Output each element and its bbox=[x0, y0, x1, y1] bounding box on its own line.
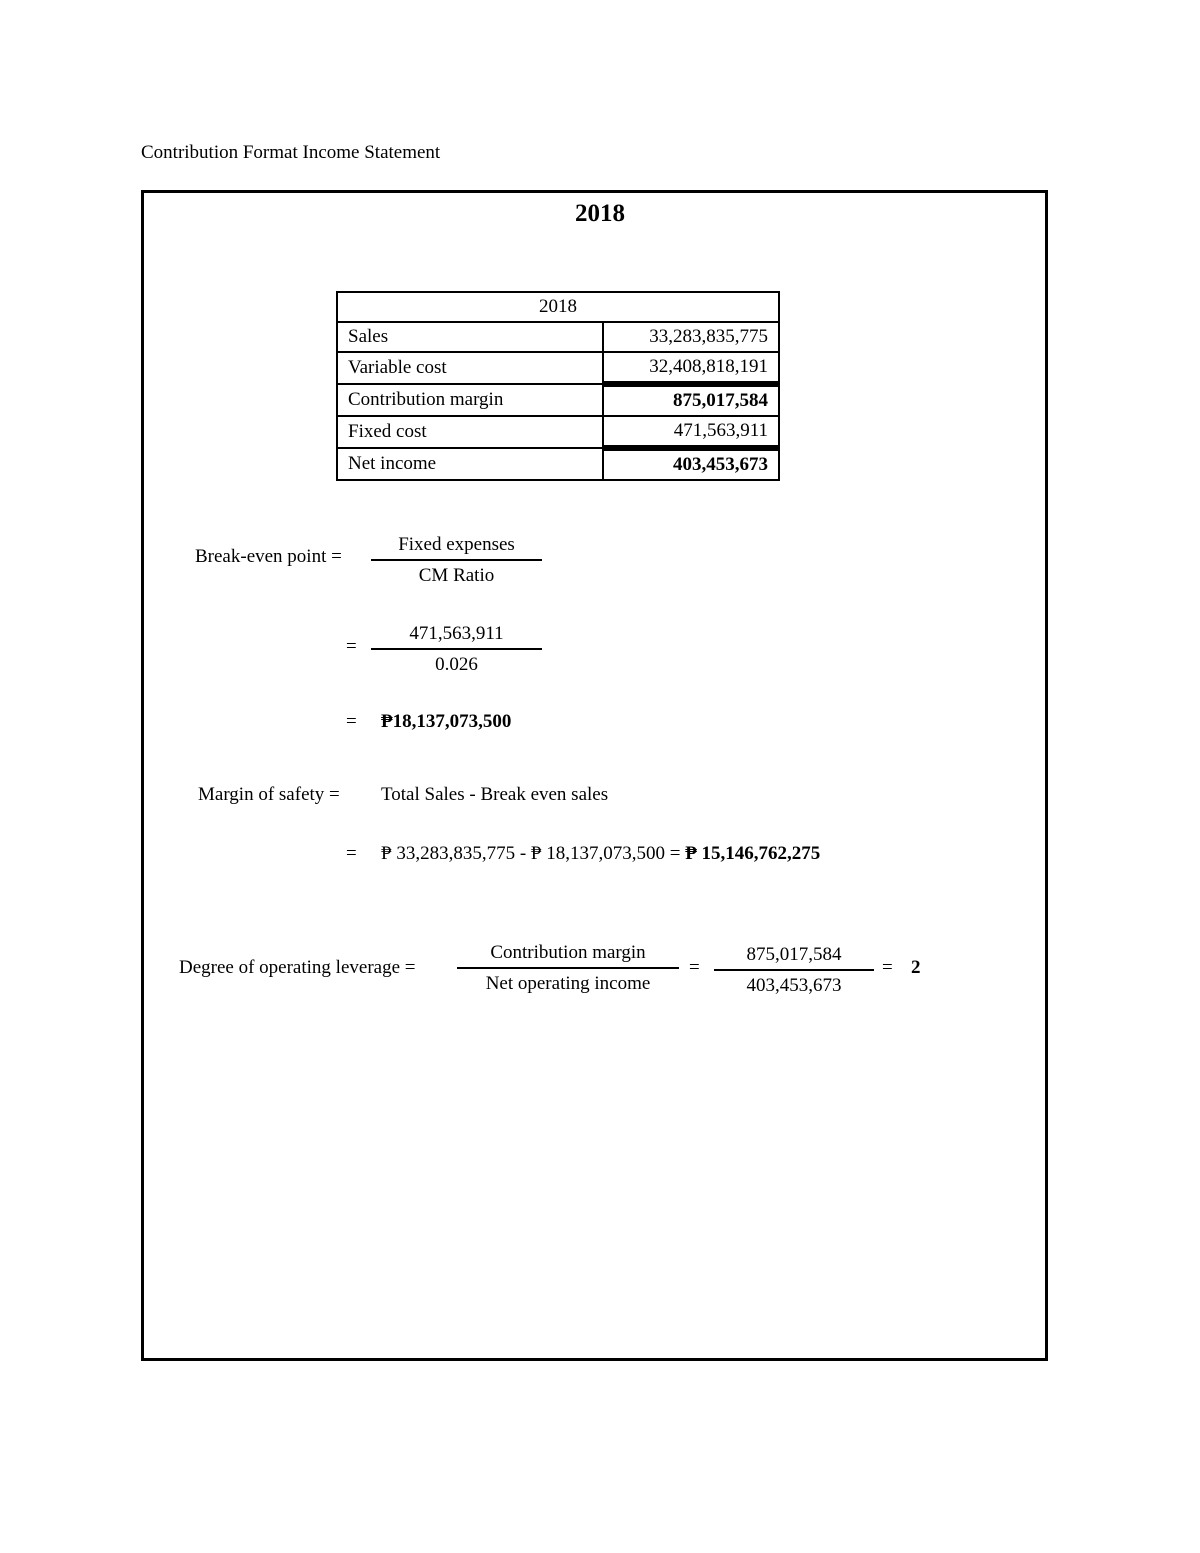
dol-formula-fraction bbox=[457, 941, 679, 996]
breakeven-calc-equals: = bbox=[346, 636, 357, 657]
breakeven-label: Break-even point = bbox=[195, 546, 342, 567]
fraction-bar bbox=[714, 969, 874, 971]
breakeven-calc-fraction bbox=[371, 622, 542, 677]
breakeven-result-equals: = bbox=[346, 711, 357, 732]
dol-result: 2 bbox=[911, 957, 921, 978]
row-value-fixed-cost: 471,563,911 bbox=[603, 416, 779, 448]
table-row bbox=[337, 352, 779, 384]
dol-label: Degree of operating leverage = bbox=[179, 957, 416, 978]
breakeven-formula-numerator: Fixed expenses bbox=[398, 534, 515, 555]
dol-calc-numerator: 875,017,584 bbox=[746, 944, 842, 965]
margin-of-safety-result: ₱ 15,146,762,275 bbox=[685, 843, 821, 864]
dol-formula-denominator: Net operating income bbox=[485, 973, 651, 994]
table-row bbox=[337, 448, 779, 480]
dol-calc-fraction bbox=[714, 943, 874, 998]
row-label-fixed-cost: Fixed cost bbox=[337, 416, 603, 448]
margin-of-safety-calc-line bbox=[381, 843, 820, 865]
row-label-net-income: Net income bbox=[337, 448, 603, 480]
row-value-contribution-margin: 875,017,584 bbox=[603, 384, 779, 416]
table-row bbox=[337, 384, 779, 416]
dol-calc-denominator: 403,453,673 bbox=[746, 975, 842, 996]
row-label-sales: Sales bbox=[337, 322, 603, 352]
dol-equals-1: = bbox=[689, 957, 700, 978]
row-value-variable-cost: 32,408,818,191 bbox=[603, 352, 779, 384]
fraction-bar bbox=[457, 967, 679, 969]
row-label-contribution-margin: Contribution margin bbox=[337, 384, 603, 416]
dol-formula-numerator: Contribution margin bbox=[490, 942, 646, 963]
row-value-net-income: 403,453,673 bbox=[603, 448, 779, 480]
margin-of-safety-label: Margin of safety = bbox=[198, 784, 340, 805]
breakeven-calc-numerator: 471,563,911 bbox=[409, 623, 504, 644]
table-header: 2018 bbox=[337, 292, 779, 322]
table-row bbox=[337, 416, 779, 448]
margin-of-safety-equals: = bbox=[346, 843, 357, 864]
year-heading: 2018 bbox=[575, 200, 625, 227]
row-value-sales: 33,283,835,775 bbox=[603, 322, 779, 352]
breakeven-calc-denominator: 0.026 bbox=[435, 654, 478, 675]
margin-of-safety-formula: Total Sales - Break even sales bbox=[381, 784, 609, 805]
table-row bbox=[337, 322, 779, 352]
row-label-variable-cost: Variable cost bbox=[337, 352, 603, 384]
table-header-row bbox=[337, 292, 779, 322]
income-statement-table bbox=[336, 291, 780, 481]
fraction-bar bbox=[371, 559, 542, 561]
breakeven-formula-denominator: CM Ratio bbox=[418, 565, 495, 586]
breakeven-result: ₱18,137,073,500 bbox=[381, 711, 512, 732]
breakeven-formula-fraction bbox=[371, 533, 542, 588]
dol-equals-2: = bbox=[882, 957, 893, 978]
margin-of-safety-calc: ₱ 33,283,835,775 - ₱ 18,137,073,500 = bbox=[381, 843, 681, 864]
fraction-bar bbox=[371, 648, 542, 650]
document-title: Contribution Format Income Statement bbox=[141, 142, 441, 163]
